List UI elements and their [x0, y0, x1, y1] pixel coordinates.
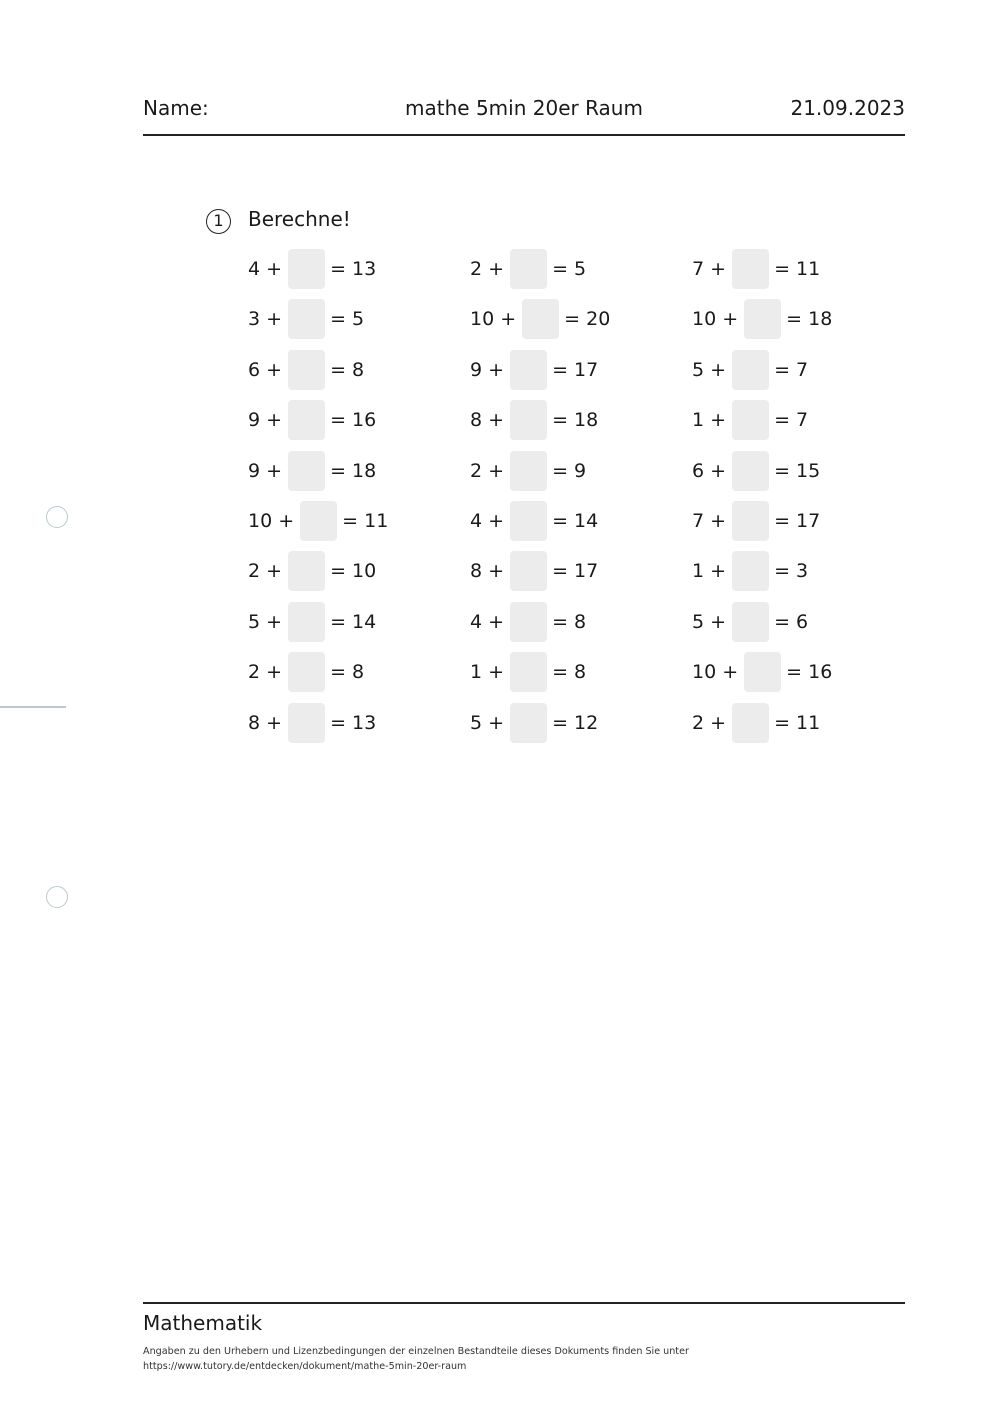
answer-box[interactable] [510, 400, 547, 440]
page-header [143, 96, 905, 124]
answer-box[interactable] [732, 551, 769, 591]
equation-item [248, 651, 470, 693]
answer-box[interactable] [522, 299, 559, 339]
header-divider [143, 134, 905, 136]
answer-box[interactable] [288, 602, 325, 642]
equation-result: = 11 [342, 509, 389, 532]
equation-left-operand: 9 + [248, 409, 283, 432]
answer-box[interactable] [744, 299, 781, 339]
equation-item [692, 298, 908, 340]
equation-grid [248, 248, 908, 752]
answer-box[interactable] [510, 703, 547, 743]
equation-result: = 8 [330, 358, 365, 381]
equation-result: = 20 [564, 308, 611, 331]
equation-result: = 17 [552, 358, 599, 381]
equation-item [248, 298, 470, 340]
answer-box[interactable] [288, 703, 325, 743]
equation-item [470, 349, 692, 391]
equation-item [248, 500, 470, 542]
footer-license-note [143, 1344, 905, 1374]
task-title: Berechne! [248, 207, 351, 231]
equation-item [470, 702, 692, 744]
equation-item [692, 702, 908, 744]
document-title: mathe 5min 20er Raum [405, 96, 643, 120]
equation-result: = 18 [330, 459, 377, 482]
equation-item [470, 248, 692, 290]
equation-left-operand: 1 + [692, 409, 727, 432]
equation-left-operand: 2 + [470, 258, 505, 280]
equation-item [248, 349, 470, 391]
equation-result: = 16 [786, 661, 833, 684]
equation-item [248, 601, 470, 643]
answer-box[interactable] [288, 249, 325, 289]
equation-left-operand: 8 + [470, 409, 505, 432]
equation-left-operand: 1 + [692, 560, 727, 583]
equation-left-operand: 10 + [248, 509, 295, 532]
equation-item [470, 500, 692, 542]
name-label: Name: [143, 96, 209, 120]
equation-left-operand: 5 + [470, 711, 505, 734]
answer-box[interactable] [288, 551, 325, 591]
equation-left-operand: 2 + [470, 459, 505, 482]
equation-item [470, 651, 692, 693]
equation-result: = 14 [330, 610, 377, 633]
equation-item [692, 248, 908, 290]
equation-left-operand: 2 + [248, 661, 283, 684]
answer-box[interactable] [732, 350, 769, 390]
equation-left-operand: 3 + [248, 308, 283, 331]
binder-hole-top [46, 506, 68, 528]
equation-left-operand: 8 + [248, 711, 283, 734]
answer-box[interactable] [744, 652, 781, 692]
equation-item [248, 399, 470, 441]
equation-item [692, 450, 908, 492]
equation-left-operand: 10 + [692, 661, 739, 684]
document-date: 21.09.2023 [790, 96, 905, 120]
equation-left-operand: 4 + [470, 509, 505, 532]
equation-item [470, 601, 692, 643]
answer-box[interactable] [732, 501, 769, 541]
answer-box[interactable] [732, 703, 769, 743]
equation-result: = 18 [552, 409, 599, 432]
fold-mark [0, 706, 66, 708]
equation-left-operand: 2 + [248, 560, 283, 583]
answer-box[interactable] [288, 400, 325, 440]
equation-result: = 3 [774, 560, 809, 583]
equation-item [692, 500, 908, 542]
answer-box[interactable] [732, 400, 769, 440]
equation-item [470, 450, 692, 492]
equation-item [470, 298, 692, 340]
answer-box[interactable] [510, 602, 547, 642]
footer-divider [143, 1302, 905, 1304]
equation-item [692, 651, 908, 693]
equation-item [248, 450, 470, 492]
equation-result: = 14 [552, 509, 599, 532]
equation-result: = 5 [330, 308, 365, 331]
equation-result: = 18 [786, 308, 833, 331]
equation-result: = 15 [774, 459, 821, 482]
answer-box[interactable] [510, 350, 547, 390]
equation-item [692, 349, 908, 391]
equation-result: = 17 [774, 509, 821, 532]
equation-result: = 11 [774, 711, 821, 734]
equation-result: = 7 [774, 409, 809, 432]
equation-left-operand: 10 + [692, 308, 739, 331]
equation-left-operand: 6 + [248, 358, 283, 381]
equation-left-operand: 4 + [470, 610, 505, 633]
equation-left-operand: 5 + [692, 358, 727, 381]
equation-result: = 6 [774, 610, 809, 633]
equation-result: = 13 [330, 711, 377, 734]
equation-left-operand: 5 + [248, 610, 283, 633]
equation-item [692, 601, 908, 643]
equation-result: = 8 [552, 610, 587, 633]
equation-left-operand: 1 + [470, 661, 505, 684]
equation-left-operand: 10 + [470, 308, 517, 331]
equation-item [248, 248, 470, 290]
equation-item [692, 399, 908, 441]
equation-result: = 9 [552, 459, 587, 482]
license-note-url: https://www.tutory.de/entdecken/dokument/mathe-5min-20er-raum [143, 1361, 467, 1372]
answer-box[interactable] [288, 350, 325, 390]
equation-left-operand: 7 + [692, 258, 727, 280]
equation-item [692, 550, 908, 592]
equation-item [248, 702, 470, 744]
answer-box[interactable] [510, 652, 547, 692]
answer-box[interactable] [510, 249, 547, 289]
answer-box[interactable] [732, 249, 769, 289]
equation-result: = 11 [774, 258, 821, 280]
equation-left-operand: 2 + [692, 711, 727, 734]
equation-result: = 8 [552, 661, 587, 684]
equation-left-operand: 4 + [248, 258, 283, 280]
license-note-text: Angaben zu den Urhebern und Lizenzbedingungen der einzelnen Bestandteile dieses Dokuments finden Sie unter [143, 1346, 689, 1357]
equation-result: = 8 [330, 661, 365, 684]
equation-item [470, 399, 692, 441]
equation-left-operand: 9 + [248, 459, 283, 482]
answer-box[interactable] [510, 551, 547, 591]
equation-result: = 7 [774, 358, 809, 381]
answer-box[interactable] [288, 451, 325, 491]
answer-box[interactable] [510, 501, 547, 541]
answer-box[interactable] [288, 299, 325, 339]
task-number-badge: 1 [206, 209, 231, 234]
equation-result: = 16 [330, 409, 377, 432]
answer-box[interactable] [288, 652, 325, 692]
answer-box[interactable] [510, 451, 547, 491]
equation-left-operand: 7 + [692, 509, 727, 532]
equation-result: = 17 [552, 560, 599, 583]
equation-left-operand: 9 + [470, 358, 505, 381]
equation-result: = 10 [330, 560, 377, 583]
equation-result: = 12 [552, 711, 599, 734]
binder-hole-bottom [46, 886, 68, 908]
equation-item [470, 550, 692, 592]
equation-item [248, 550, 470, 592]
answer-box[interactable] [300, 501, 337, 541]
equation-left-operand: 6 + [692, 459, 727, 482]
footer-subject: Mathematik [143, 1311, 263, 1335]
equation-result: = 13 [330, 258, 377, 280]
equation-result: = 5 [552, 258, 587, 280]
equation-left-operand: 8 + [470, 560, 505, 583]
equation-left-operand: 5 + [692, 610, 727, 633]
answer-box[interactable] [732, 451, 769, 491]
answer-box[interactable] [732, 602, 769, 642]
